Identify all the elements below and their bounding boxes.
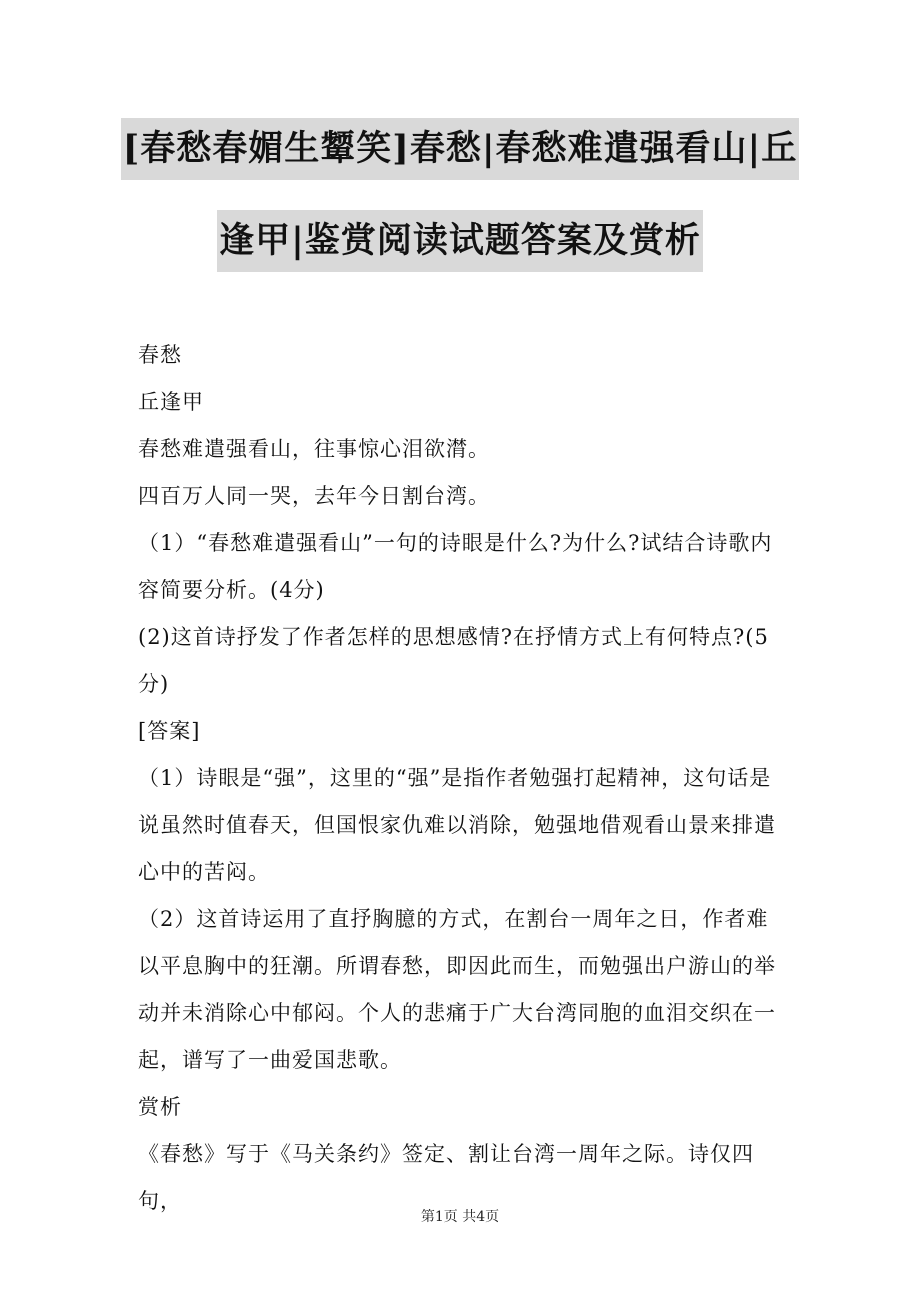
answer-2: （2）这首诗运用了直抒胸臆的方式，在割台一周年之日，作者难以平息胸中的狂潮。所谓春愁，即因此而生，而勉强出户游山的举动并未消除心中郁闷。个人的悲痛于广大台湾同胞的血泪交织在一起，谱写了一曲爱国悲歌。	[138, 907, 776, 1072]
page-footer: 第1页 共4页	[420, 1209, 500, 1225]
appreciation-text: 《春愁》写于《马关条约》签定、割让台湾一周年之际。诗仅四句，	[138, 1142, 754, 1213]
answer-heading: [答案]	[138, 719, 201, 743]
poem-author: 丘逢甲	[138, 390, 204, 414]
poem-line-2: 四百万人同一哭，去年今日割台湾。	[138, 484, 490, 508]
question-2: (2)这首诗抒发了作者怎样的思想感情?在抒情方式上有何特点?(5分)	[138, 625, 769, 696]
document-body	[138, 332, 788, 1225]
document-title	[0, 118, 920, 272]
appreciation-heading: 赏析	[138, 1095, 182, 1119]
title-line-2: 逢甲|鉴赏阅读试题答案及赏析	[217, 210, 703, 272]
title-line-1: [春愁春媚生颦笑]春愁|春愁难遣强看山|丘	[121, 118, 800, 180]
answer-1: （1）诗眼是“强”，这里的“强”是指作者勉强打起精神，这句话是说虽然时值春天，但国恨家仇难以消除，勉强地借观看山景来排遣心中的苦闷。	[138, 766, 776, 884]
question-1: （1）“春愁难遣强看山”一句的诗眼是什么?为什么?试结合诗歌内容简要分析。(4分)	[138, 531, 773, 602]
poem-line-1: 春愁难遣强看山，往事惊心泪欲潸。	[138, 437, 490, 461]
poem-title: 春愁	[138, 343, 182, 367]
